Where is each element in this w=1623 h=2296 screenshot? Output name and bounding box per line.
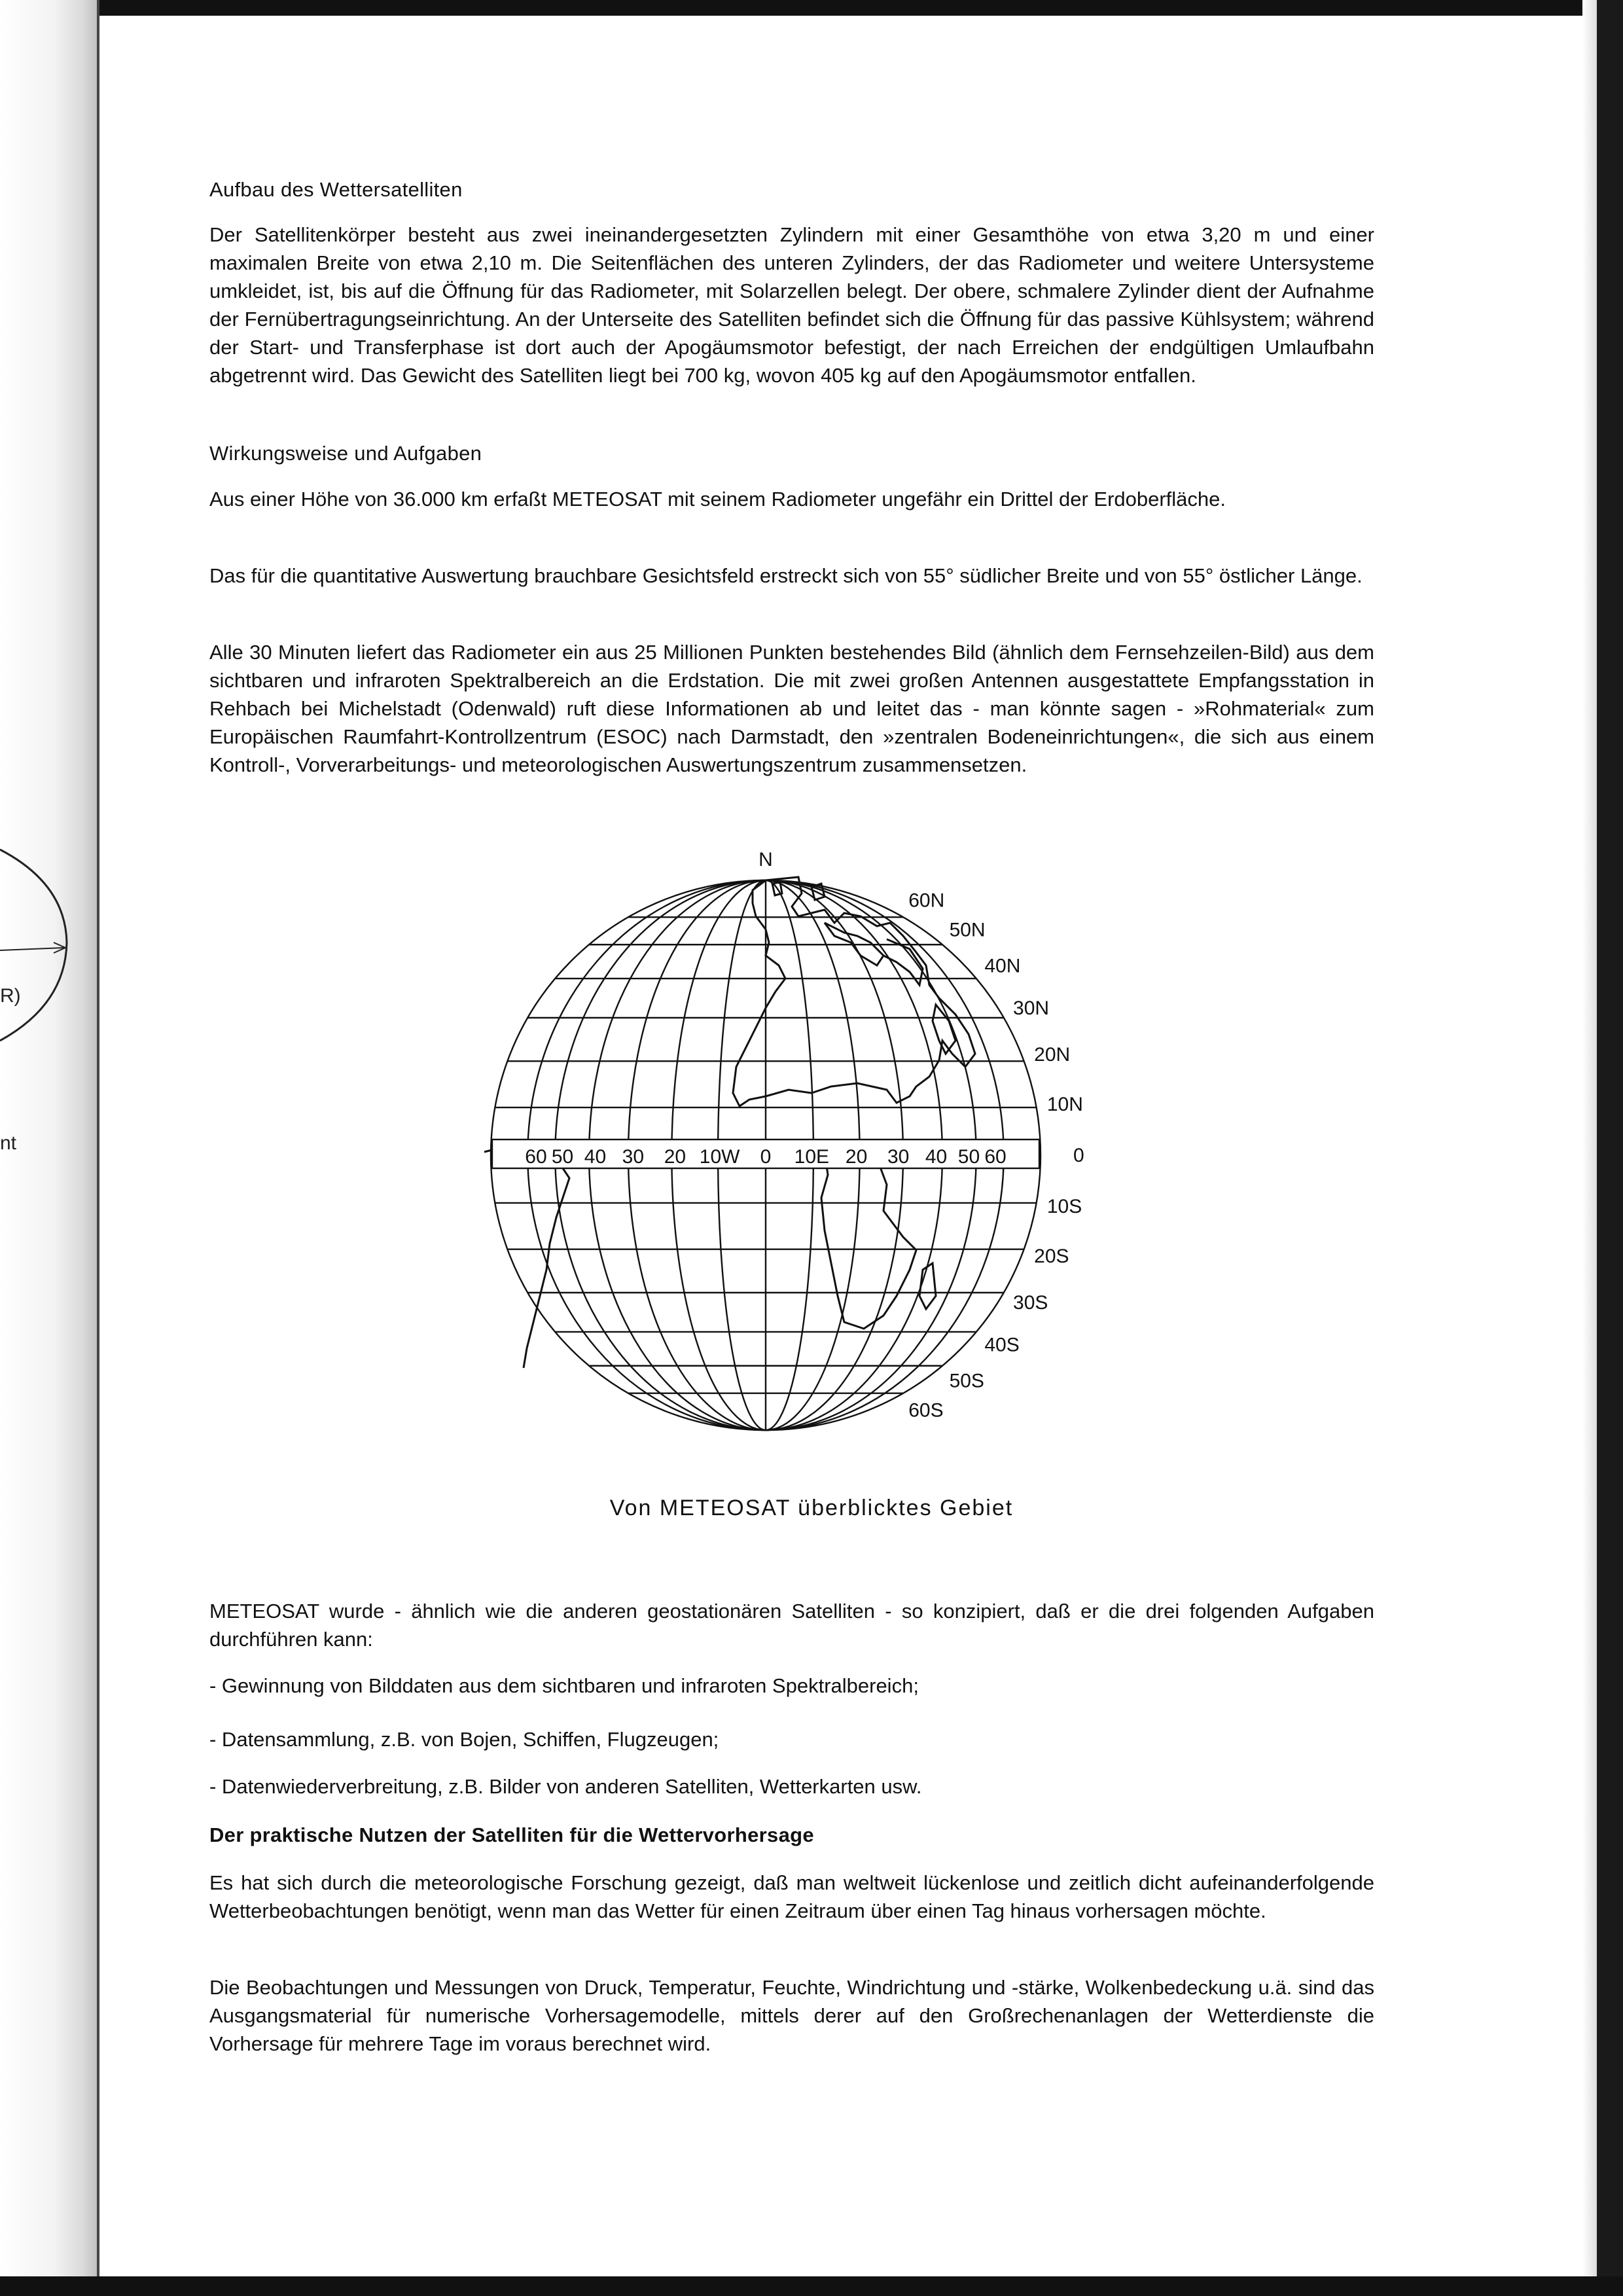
latitude-label: 30S <box>1013 1292 1048 1314</box>
scan-shadow-right <box>1582 0 1597 2296</box>
margin-diagram-fragment <box>0 844 72 1060</box>
latitude-label: 40S <box>984 1334 1020 1356</box>
scan-border-top <box>0 0 1623 16</box>
longitude-label: 60 <box>525 1146 547 1168</box>
paragraph-nutzen-2: Die Beobachtungen und Messungen von Druck, Temperatur, Feuchte, Windrichtung und -stärke, Wolkenbedeckung u.ä. sind das Ausgangsmaterial für numerische Vorhersagemodelle, mittels derer auf den Großrechenanlagen der Wetterdienste die Vorhersage für mehrere Tage im voraus berechnet wird. <box>209 1976 1374 2055</box>
meteosat-coverage-figure <box>458 844 1113 1473</box>
paragraph-nutzen-1: Es hat sich durch die meteorologische Forschung gezeigt, daß man weltweit lückenlose und zeitlich dicht aufeinanderfolgende Wetterbeobachtungen benötigt, wenn man das Wetter für einen Zeitraum über einen Tag hinaus vorhersagen möchte. <box>209 1871 1374 1922</box>
longitude-label: 30 <box>622 1146 645 1168</box>
paragraph-aufbau: Der Satellitenkörper besteht aus zwei ineinandergesetzten Zylindern mit einer Gesamthöhe von etwa 3,20 m und einer maximalen Breite von etwa 2,10 m. Die Seitenflächen des unteren Zylinders, der das Radiometer und weitere Untersysteme umkleidet, ist, bis auf die Öffnung für das Radiometer, mit Solarzellen belegt. Der obere, schmalere Zylinder dient der Aufnahme der Fernübertragungseinrichtung. An der Unterseite des Satelliten befindet sich die Öffnung für das passive Kühlsystem; während der Start- und Transferphase ist dort auch der Apogäumsmotor befestigt, der nach Erreichen der endgültigen Umlaufbahn abgetrennt wird. Das Gewicht des Satelliten liegt bei 700 kg, wovon 405 kg auf den Apogäumsmotor entfallen. <box>209 223 1374 387</box>
margin-text-fragment: nt <box>0 1132 17 1154</box>
figure-caption: Von METEOSAT überblicktes Gebiet <box>609 1496 1014 1520</box>
latitude-label: 40N <box>984 955 1021 977</box>
longitude-label: 20 <box>845 1146 868 1168</box>
longitude-label: 10W <box>699 1146 740 1168</box>
scan-border-right <box>1597 0 1623 2296</box>
heading-praktischer-nutzen: Der praktische Nutzen der Satelliten für die Wettervorhersage <box>209 1823 814 1846</box>
paragraph-wirkungsweise-3: Alle 30 Minuten liefert das Radiometer ein aus 25 Millionen Punkten bestehendes Bild (ähnlich dem Fernsehzeilen-Bild) aus dem sichtbaren und infraroten Spektralbereich an die Erdstation. Die mit zwei großen Antennen ausgestattete Empfangsstation in Rehbach bei Michelstadt (Odenwald) ruft diese Informationen ab und leitet das - man könnte sagen - »Rohmaterial« zum Europäischen Raumfahrt-Kontrollzentrum (ESOC) nach Darmstadt, den »zentralen Bodeneinrichtungen«, die sich aus einem Kontroll-, Vorverarbeitungs- und meteorologischen Auswertungszentrum zusammensetzen. <box>209 641 1374 776</box>
longitude-label: 10E <box>794 1146 830 1168</box>
paragraph-wirkungsweise-1: Aus einer Höhe von 36.000 km erfaßt METEOSAT mit seinem Radiometer ungefähr ein Drittel der Erdoberfläche. <box>209 488 1226 511</box>
longitude-label: 40 <box>584 1146 607 1168</box>
latitude-label: 0 <box>1073 1145 1084 1166</box>
longitude-label: 40 <box>925 1146 948 1168</box>
heading-wirkungsweise: Wirkungsweise und Aufgaben <box>209 442 482 465</box>
globe-diagram <box>458 844 1113 1473</box>
heading-aufbau: Aufbau des Wettersatelliten <box>209 178 463 201</box>
longitude-label: 50 <box>551 1146 574 1168</box>
longitude-label: 60 <box>984 1146 1007 1168</box>
longitude-label: 20 <box>664 1146 687 1168</box>
latitude-label: 60N <box>908 889 945 912</box>
scan-gutter-line <box>97 0 99 2296</box>
north-label: N <box>758 849 773 870</box>
margin-text-fragment: R) <box>0 985 21 1007</box>
latitude-label: 50S <box>949 1370 984 1392</box>
scan-border-bottom <box>0 2276 1623 2296</box>
paragraph-aufgaben-intro: METEOSAT wurde - ähnlich wie die anderen geostationären Satelliten - so konzipiert, daß er die drei folgenden Aufgaben durchführen kann: <box>209 1600 1374 1651</box>
longitude-label: 30 <box>887 1146 910 1168</box>
longitude-label: 0 <box>760 1146 772 1168</box>
latitude-label: 30N <box>1013 997 1050 1019</box>
latitude-label: 20N <box>1034 1044 1071 1066</box>
list-item: - Datensammlung, z.B. von Bojen, Schiffen, Flugzeugen; <box>209 1728 719 1751</box>
latitude-label: 50N <box>949 919 986 941</box>
latitude-label: 60S <box>908 1399 944 1422</box>
coordinate-labels <box>492 849 1084 1422</box>
latitude-label: 10S <box>1046 1196 1082 1218</box>
latitude-label: 20S <box>1034 1245 1069 1267</box>
longitude-label: 50 <box>957 1146 980 1168</box>
paragraph-wirkungsweise-2: Das für die quantitative Auswertung brauchbare Gesichtsfeld erstreckt sich von 55° südlicher Breite und von 55° östlicher Länge. <box>209 564 1363 587</box>
latitude-label: 10N <box>1046 1093 1083 1115</box>
list-item: - Gewinnung von Bilddaten aus dem sichtbaren und infraroten Spektralbereich; <box>209 1674 919 1697</box>
list-item: - Datenwiederverbreitung, z.B. Bilder von anderen Satelliten, Wetterkarten usw. <box>209 1775 922 1798</box>
